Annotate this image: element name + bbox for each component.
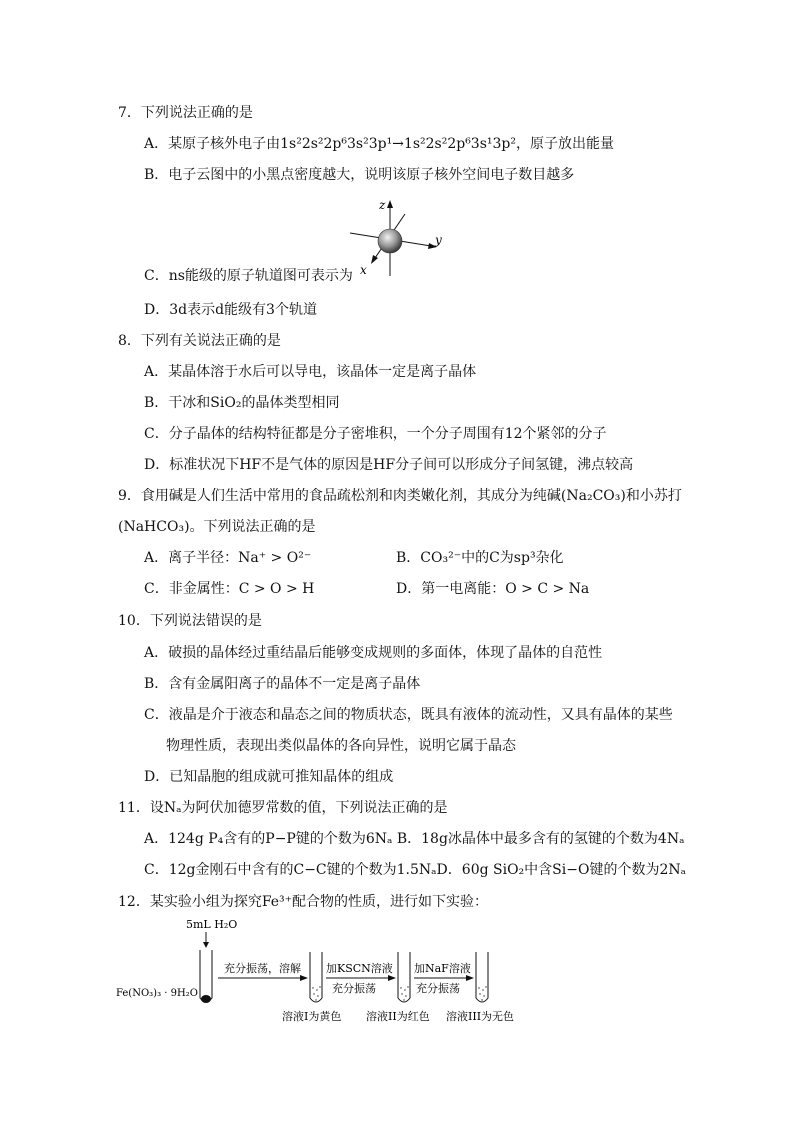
q9-stem-line2: (NaHCO₃)。下列说法正确的是	[118, 519, 316, 535]
axis-x-label: x	[360, 263, 367, 277]
test-tube-2	[310, 952, 322, 1002]
test-tube-1	[200, 950, 212, 1002]
q10-option-c-line1: C．液晶是介于液态和晶态之间的物质状态，既具有液体的流动性，又具有晶体的某些	[144, 707, 673, 723]
q7-option-d: D．3d表示d能级有3个轨道	[144, 302, 317, 318]
water-label: 5mL H₂O	[186, 918, 238, 931]
q11-options-ab: A．124g P₄含有的P−P键的个数为6Nₐ B．18g冰晶体中最多含有的氢键的个数为4Nₐ	[144, 831, 685, 847]
q9-option-b: B．CO₃²⁻中的C为sp³杂化	[396, 550, 564, 566]
q7-stem: 7．下列说法正确的是	[118, 105, 253, 121]
s-orbital-diagram	[345, 196, 455, 278]
q11-stem: 11．设Nₐ为阿伏加德罗常数的值，下列说法正确的是	[118, 800, 448, 816]
solution-2-label: 溶液II为红色	[366, 1010, 430, 1023]
axis-y-label: y	[435, 233, 442, 247]
q10-option-c-line2: 物理性质，表现出类似晶体的各向异性，说明它属于晶态	[166, 738, 516, 754]
q8-stem: 8．下列有关说法正确的是	[118, 333, 281, 349]
test-tube-4	[476, 952, 488, 1002]
q9-option-c: C．非金属性：C > O > H	[144, 581, 315, 597]
q10-option-d: D．已知晶胞的组成就可推知晶体的组成	[144, 769, 394, 785]
step1-label: 充分振荡，溶解	[224, 962, 301, 975]
q7-option-a: A．某原子核外电子由1s²2s²2p⁶3s²3p¹→1s²2s²2p⁶3s¹3p²，原子放出能量	[144, 136, 614, 152]
experiment-diagram	[114, 912, 534, 1030]
q12-stem: 12．某实验小组为探究Fe³⁺配合物的性质，进行如下实验：	[118, 894, 489, 910]
q9-option-a: A．离子半径：Na⁺ > O²⁻	[144, 550, 312, 566]
reagent-label: Fe(NO₃)₃ · 9H₂O	[116, 988, 198, 999]
q10-option-b: B．含有金属阳离子的晶体不一定是离子晶体	[144, 676, 421, 692]
q9-option-d: D．第一电离能：O > C > Na	[396, 581, 590, 597]
q8-option-c: C．分子晶体的结构特征都是分子密堆积，一个分子周围有12个紧邻的分子	[144, 426, 607, 442]
solution-1-label: 溶液I为黄色	[282, 1010, 342, 1023]
step2-bottom-label: 充分振荡	[332, 982, 376, 995]
q11-options-cd: C．12g金刚石中含有的C−C键的个数为1.5NₐD．60g SiO₂中含Si−O键的个数为2Nₐ	[144, 862, 686, 878]
step3-top-label: 加NaF溶液	[414, 962, 471, 975]
solution-3-label: 溶液III为无色	[446, 1010, 515, 1023]
step3-bottom-label: 充分振荡	[416, 982, 460, 995]
q8-option-a: A．某晶体溶于水后可以导电，该晶体一定是离子晶体	[144, 364, 477, 380]
q7-option-c: C．ns能级的原子轨道图可表示为	[144, 268, 353, 284]
q8-option-b: B．干冰和SiO₂的晶体类型相同	[144, 395, 340, 411]
q10-option-a: A．破损的晶体经过重结晶后能够变成规则的多面体，体现了晶体的自范性	[144, 645, 603, 661]
q10-stem: 10．下列说法错误的是	[118, 613, 262, 629]
q7-option-b: B．电子云图中的小黑点密度越大，说明该原子核外空间电子数目越多	[144, 167, 575, 183]
axis-z-label: z	[379, 198, 386, 212]
step2-top-label: 加KSCN溶液	[326, 962, 393, 975]
q9-stem-line1: 9．食用碱是人们生活中常用的食品疏松剂和肉类嫩化剂，其成分为纯碱(Na₂CO₃)和小苏打	[118, 488, 682, 504]
solid-sample	[201, 995, 211, 1003]
q8-option-d: D．标准状况下HF不是气体的原因是HF分子间可以形成分子间氢键，沸点较高	[144, 457, 634, 473]
test-tube-3	[398, 952, 410, 1002]
